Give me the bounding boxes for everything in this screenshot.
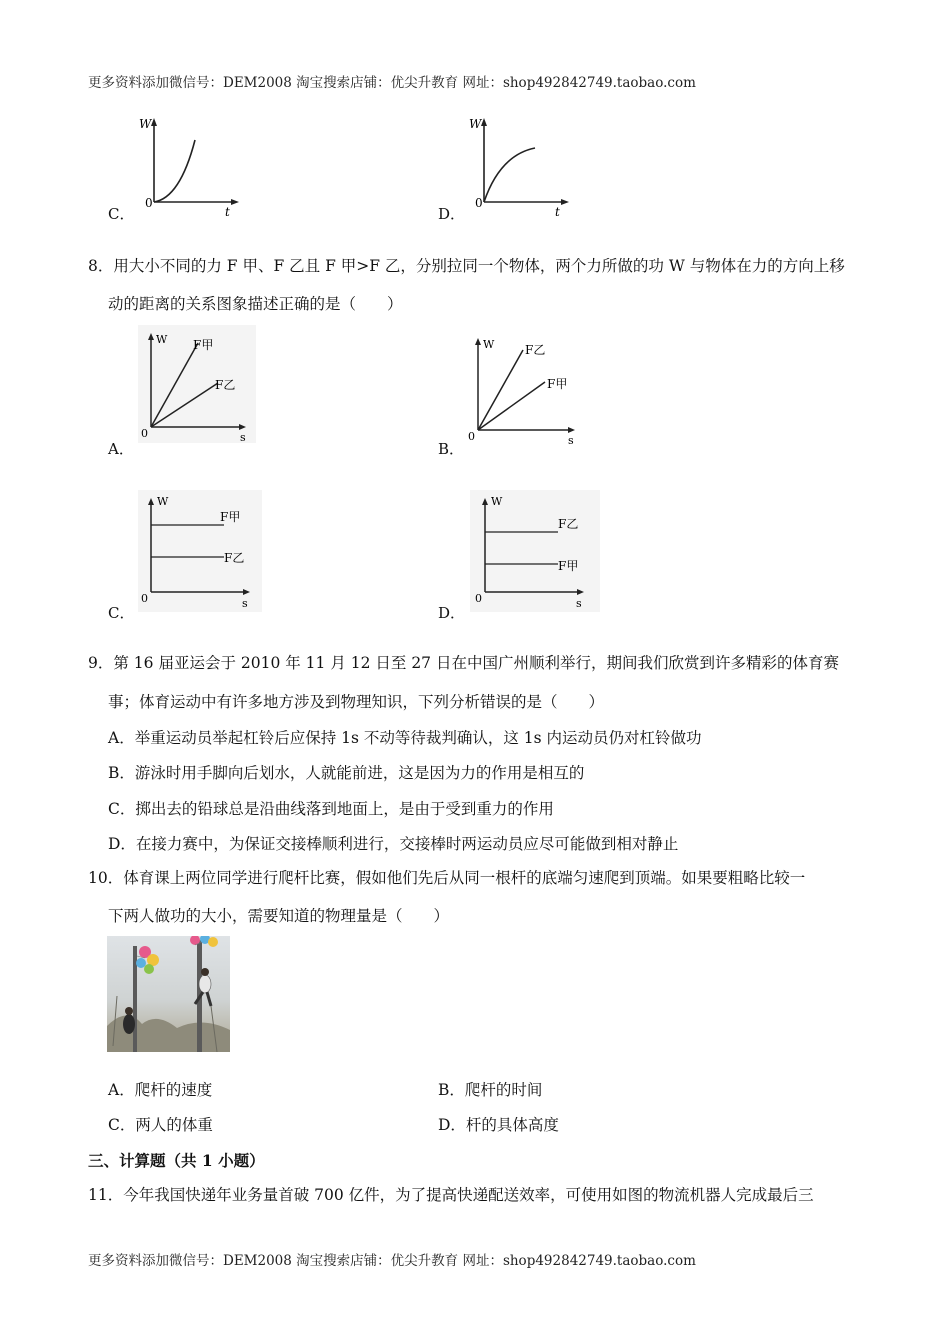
axis-w-label: W	[157, 495, 169, 508]
f-yi-label: F乙	[558, 517, 579, 531]
line-f-jia	[151, 343, 198, 427]
y-axis-arrow	[148, 498, 154, 505]
page-header: 更多资料添加微信号：DEM2008 淘宝搜索店铺：优尖升教育 网址：shop492842749.taobao.com	[88, 75, 696, 91]
axis-w-label: W	[139, 117, 152, 131]
origin-label: 0	[475, 592, 482, 605]
origin-label: 0	[145, 196, 153, 210]
balloon	[144, 964, 154, 974]
line-f-yi	[151, 383, 218, 427]
climber-left-head	[125, 1007, 133, 1015]
axis-w-label: W	[156, 333, 168, 346]
balloon	[208, 937, 218, 947]
q10-option-c: C．两人的体重	[108, 1116, 213, 1134]
origin-label: 0	[141, 592, 148, 605]
q9-stem-line2: 事；体育运动中有许多地方涉及到物理知识，下列分析错误的是（ ）	[108, 693, 605, 711]
q8-graph-a-svg	[138, 325, 256, 443]
x-axis-arrow	[561, 199, 569, 205]
origin-label: 0	[475, 196, 483, 210]
q10-option-d: D．杆的具体高度	[438, 1116, 559, 1134]
q8-graph-b-svg	[465, 330, 585, 448]
axis-s-label: s	[576, 597, 582, 610]
x-axis-arrow	[577, 589, 584, 595]
balloon	[136, 958, 146, 968]
q9-stem-line1: 9．第 16 届亚运会于 2010 年 11 月 12 日至 27 日在中国广州顺利举行，期间我们欣赏到许多精彩的体育赛	[88, 654, 839, 672]
f-yi-label: F乙	[525, 343, 546, 357]
q7-option-c-label: C．	[108, 205, 135, 223]
q8-stem-line2: 动的距离的关系图象描述正确的是（ ）	[108, 295, 403, 313]
x-axis-arrow	[231, 199, 239, 205]
page-footer: 更多资料添加微信号：DEM2008 淘宝搜索店铺：优尖升教育 网址：shop492842749.taobao.com	[88, 1253, 696, 1269]
q8-option-a-label: A．	[108, 440, 134, 458]
climber-left-body	[123, 1014, 135, 1034]
f-jia-label: F甲	[547, 377, 568, 391]
f-yi-label: F乙	[215, 378, 236, 392]
curve-concave-up	[154, 140, 195, 202]
axis-t-label: t	[555, 205, 560, 219]
q7-graph-d	[455, 110, 575, 220]
q10-stem-line2: 下两人做功的大小，需要知道的物理量是（ ）	[108, 907, 450, 925]
q8-option-d-label: D．	[438, 604, 466, 622]
curve-concave-down	[484, 148, 535, 202]
q10-pole-climbing-photo	[107, 936, 230, 1052]
origin-label: 0	[141, 427, 148, 440]
origin-label: 0	[468, 430, 475, 443]
q10-stem-line1: 10．体育课上两位同学进行爬杆比赛，假如他们先后从同一根杆的底端匀速爬到顶端。如果要粗略比较一	[88, 869, 806, 887]
axis-s-label: s	[240, 431, 246, 443]
q7-graph-c-svg	[125, 110, 245, 220]
q9-option-a: A．举重运动员举起杠铃后应保持 1s 不动等待裁判确认，这 1s 内运动员仍对杠铃做功	[108, 729, 702, 747]
axis-w-label: W	[491, 495, 503, 508]
section-title-calculation: 三、计算题（共 1 小题）	[88, 1151, 265, 1170]
line-f-yi	[478, 350, 523, 430]
q10-option-a: A．爬杆的速度	[108, 1081, 213, 1099]
climber-right-leg	[207, 992, 211, 1006]
line-f-jia	[478, 382, 545, 430]
q8-graph-d-svg	[470, 490, 600, 612]
q7-option-d-label: D．	[438, 205, 466, 223]
q8-stem-line1: 8．用大小不同的力 F 甲、F 乙且 F 甲>F 乙，分别拉同一个物体，两个力所做的功 W 与物体在力的方向上移	[88, 257, 845, 275]
x-axis-arrow	[239, 424, 246, 430]
q8-graph-a	[138, 325, 256, 443]
y-axis-arrow	[482, 498, 488, 505]
q7-graph-d-svg	[455, 110, 575, 220]
y-axis-arrow	[475, 338, 481, 345]
y-axis-arrow	[151, 118, 157, 126]
y-axis-arrow	[148, 333, 154, 340]
q11-stem-line1: 11．今年我国快递年业务量首破 700 亿件，为了提高快递配送效率，可使用如图的物流机器人完成最后三	[88, 1186, 814, 1204]
f-jia-label: F甲	[220, 510, 241, 524]
q9-option-c: C．掷出去的铅球总是沿曲线落到地面上，是由于受到重力的作用	[108, 800, 554, 818]
f-yi-label: F乙	[224, 551, 245, 565]
f-jia-label: F甲	[558, 559, 579, 573]
q8-option-c-label: C．	[108, 604, 135, 622]
q8-graph-b	[465, 330, 585, 448]
axis-w-label: W	[469, 117, 482, 131]
photo-illustration	[107, 936, 230, 1052]
axis-s-label: s	[568, 434, 574, 447]
axis-t-label: t	[225, 205, 230, 219]
q10-option-b: B．爬杆的时间	[438, 1081, 543, 1099]
climber-right-body	[199, 975, 211, 993]
q8-graph-c	[138, 490, 262, 612]
q8-option-b-label: B．	[438, 440, 465, 458]
y-axis-arrow	[481, 118, 487, 126]
q8-graph-d	[470, 490, 600, 612]
x-axis-arrow	[243, 589, 250, 595]
f-jia-label: F甲	[193, 338, 214, 352]
q9-option-d: D．在接力赛中，为保证交接棒顺利进行，交接棒时两运动员应尽可能做到相对静止	[108, 835, 679, 853]
q8-graph-c-svg	[138, 490, 262, 612]
x-axis-arrow	[568, 427, 575, 433]
q9-option-b: B．游泳时用手脚向后划水，人就能前进，这是因为力的作用是相互的	[108, 764, 585, 782]
axis-s-label: s	[242, 597, 248, 610]
q7-graph-c	[125, 110, 245, 220]
axis-w-label: W	[483, 338, 495, 351]
climber-right-head	[201, 968, 209, 976]
